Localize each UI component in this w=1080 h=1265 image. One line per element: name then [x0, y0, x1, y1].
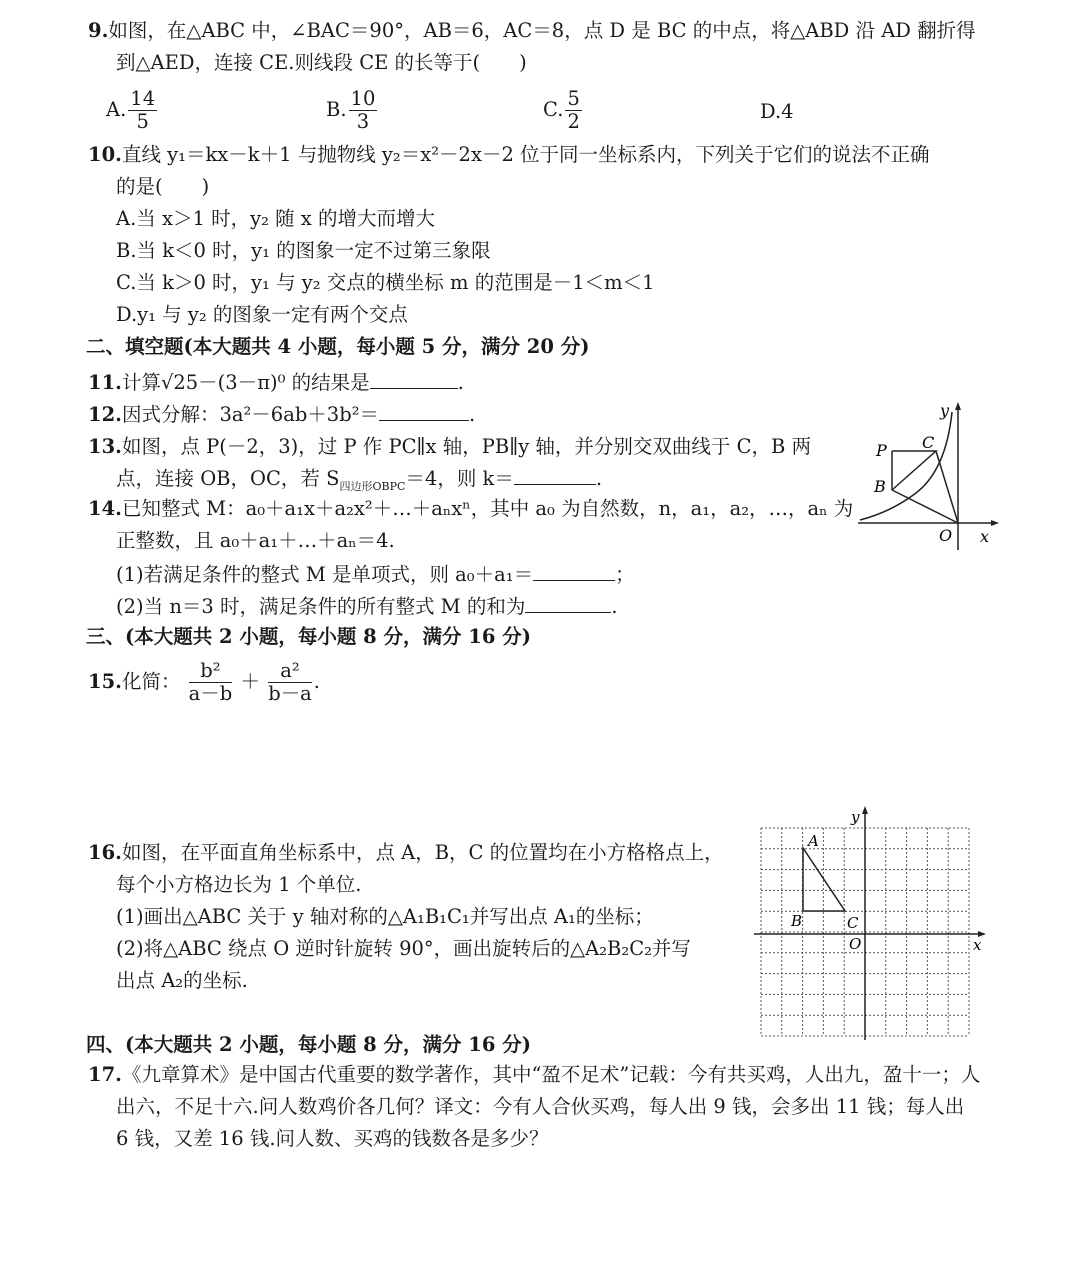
section-4-heading: 四、(本大题共 2 小题，每小题 8 分，满分 16 分) [86, 1033, 531, 1056]
q14-line2: 正整数，且 a₀＋a₁＋…＋aₙ＝4. [116, 529, 395, 552]
q10-option-d: D.y₁ 与 y₂ 的图象一定有两个交点 [116, 303, 408, 326]
q14-1-answer-blank[interactable] [533, 562, 615, 581]
q13-label-o: O [939, 526, 953, 545]
q13-label-b: B [874, 477, 886, 496]
q16-label-x: x [973, 936, 982, 954]
q15-fraction-1: $\frac{\text{b²}}{a-b}$ [188, 659, 233, 705]
q13-answer-blank[interactable] [514, 466, 596, 485]
q16-line2: 每个小方格边长为 1 个单位. [116, 873, 362, 896]
q11-answer-blank[interactable] [370, 370, 458, 389]
q13-label-c: C [922, 433, 935, 452]
q10-option-b: B.当 k＜0 时，y₁ 的图象一定不过第三象限 [116, 239, 491, 262]
q13-line1: 13.如图，点 P(－2，3)，过 P 作 PC∥x 轴，PB∥y 轴，并分别交双曲线于 C，B 两 [88, 435, 812, 458]
q13-figure [856, 400, 1002, 552]
q12: 12.因式分解：3a²－6ab＋3b²＝ . [88, 403, 476, 426]
q14-part2: (2)当 n＝3 时，满足条件的所有整式 M 的和为 . [116, 595, 618, 618]
q16-part2-cont: 出点 A₂的坐标. [116, 969, 248, 992]
q17-line2: 出六，不足十六.问人数鸡价各几何？译文：今有人合伙买鸡，每人出 9 钱，会多出 11 钱；每人出 [116, 1095, 965, 1118]
q14-part1: (1)若满足条件的整式 M 是单项式，则 a₀＋a₁＝ ； [116, 563, 635, 586]
q14-2-answer-blank[interactable] [525, 594, 611, 613]
section-2-heading: 二、填空题(本大题共 4 小题，每小题 5 分，满分 20 分) [86, 335, 590, 358]
q14-line1: 14.已知整式 M：a₀＋a₁x＋a₂x²＋…＋aₙxⁿ，其中 a₀ 为自然数，n，a₁，a₂，…，aₙ 为 [88, 497, 854, 520]
q13-label-y: y [940, 401, 950, 420]
q15-fraction-2: $\frac{\text{a²}}{b-a}$ [268, 659, 312, 705]
q12-answer-blank[interactable] [379, 402, 469, 421]
q16-part1: (1)画出△ABC 关于 y 轴对称的△A₁B₁C₁并写出点 A₁的坐标； [116, 905, 654, 928]
q13-subscript: 四边形OBPC [339, 479, 406, 493]
q17-line3: 6 钱，又差 16 钱.问人数、买鸡的钱数各是多少？ [116, 1127, 549, 1150]
q16-label-a: A [808, 832, 819, 850]
q16-grid-figure [748, 804, 993, 1044]
q9-line1 [88, 18, 976, 44]
q9-option-c: C. $\frac{5}{2}$ [543, 87, 580, 133]
q15: 15.化简： $\frac{\text{b²}}{a-b}$ ＋ $\frac{\text{a²}}{b-a}$ . [88, 659, 320, 705]
q17-line1: 17.《九章算术》是中国古代重要的数学著作，其中“盈不足术”记载：今有共买鸡，人出九，盈十一；人 [88, 1063, 981, 1086]
q9-number: 9. [88, 19, 109, 42]
q16-line1: 16.如图，在平面直角坐标系中，点 A，B，C 的位置均在小方格格点上， [88, 841, 724, 864]
q9-option-b: B. $\frac{10}{3}$ [326, 87, 376, 133]
q10-number: 10. [88, 143, 122, 166]
q16-label-c: C [847, 914, 859, 932]
q16-label-o: O [849, 935, 862, 953]
q16-label-b: B [791, 912, 803, 930]
q10-text: 直线 y₁＝kx－k＋1 与抛物线 y₂＝x²－2x－2 位于同一坐标系内，下列关于它们的说法不正确 [121, 143, 930, 166]
q10-option-c: C.当 k＞0 时，y₁ 与 y₂ 交点的横坐标 m 的范围是－1＜m＜1 [116, 271, 655, 294]
q16-label-y: y [851, 808, 860, 826]
q13-label-p: P [876, 441, 887, 460]
section-3-heading: 三、(本大题共 2 小题，每小题 8 分，满分 16 分) [86, 625, 531, 648]
q9-line2: 到△AED，连接 CE.则线段 CE 的长等于( ) [116, 51, 527, 74]
q9-option-a: A. $\frac{14}{5}$ [106, 87, 156, 133]
q10-line1 [88, 142, 930, 168]
q9-text: 如图，在△ABC 中，∠BAC＝90°，AB＝6，AC＝8，点 D 是 BC 的中点，将△ABD 沿 AD 翻折得 [108, 19, 976, 42]
q16-part2: (2)将△ABC 绕点 O 逆时针旋转 90°，画出旋转后的△A₂B₂C₂并写 [116, 937, 691, 960]
q11: 11.计算√25－(3－π)⁰ 的结果是 . [88, 371, 464, 394]
q13-label-x: x [980, 527, 990, 546]
q10-line2: 的是( ) [116, 175, 210, 198]
q10-option-a: A.当 x＞1 时，y₂ 随 x 的增大而增大 [116, 207, 436, 230]
q9-option-d: D.4 [760, 100, 794, 123]
q13-line2: 点，连接 OB，OC，若 $S_{四边形OBPC}=4$，则 k＝ . [116, 467, 603, 493]
